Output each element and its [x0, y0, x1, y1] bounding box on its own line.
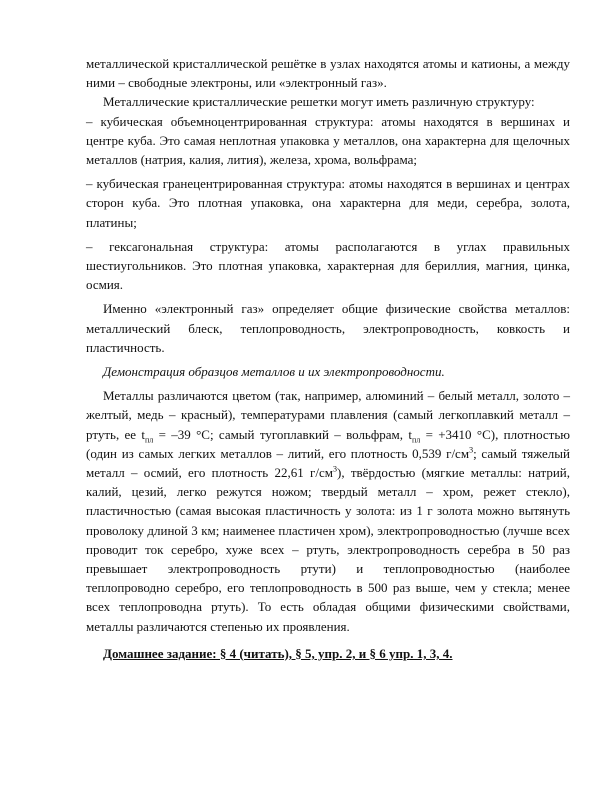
- paragraph-metal-properties: [86, 386, 570, 636]
- homework-assignment: Домашнее задание: § 4 (читать), § 5, упр. 2, и § 6 упр. 1, 3, 4.: [103, 645, 453, 661]
- paragraph-electron-gas: Именно «электронный газ» определяет общие физические свойства металлов: металлический блеск, теплопроводность, электропроводность, ковкость и пластичность.: [86, 301, 570, 355]
- paragraph-hexagonal-structure: – гексагональная структура: атомы располагаются в углах правильных шестиугольников. Это плотная упаковка, характерная для бериллия, магния, цинка, осмия.: [86, 238, 570, 293]
- paragraph-lattice-intro: металлической кристаллической решётке в узлах находятся атомы и катионы, а между ними – свободные электроны, или «электронный газ».: [86, 56, 570, 91]
- density-unit-superscript-2: 3: [332, 464, 337, 474]
- properties-text-d: ; самый тяжелый металл – осмий, его плотность 22,61 г/см: [86, 445, 570, 481]
- properties-text-e: ), твёрдостью (мягкие металлы: натрий, калий, цезий, легко режутся ножом; твердый металл – хром, режет стекло), пластичностью (самая высокая пластичность у золота: из 1 г золота можно вытянуть проволоку длиной 3 км; наименее пластичен хром), электропроводностью (лучше всех проводит ток серебро, хуже всех – ртуть, электропроводность серебра в 50 раз превышает электропроводность ртути) и теплопроводностью (наиболее теплопроводно серебро, его теплопроводность в 500 раз выше, чем у стекла; менее всех теплопроводна ртуть). То есть обладая общими физическими свойствами, металлы различаются степенью их проявления.: [86, 465, 571, 634]
- properties-text-a: Металлы различаются цветом (так, например, алюминий – белый металл, золото – желтый, медь – красный), температурами плавления (самый легкоплавкий металл – ртуть, ее t: [86, 388, 570, 442]
- properties-text-c: = +3410 °С), плотностью (один из самых легких металлов – литий, его плотность 0,539 г/см: [86, 426, 570, 461]
- melting-point-subscript-1: пл: [145, 435, 154, 445]
- density-unit-superscript-1: 3: [469, 445, 474, 455]
- document-page: [86, 54, 570, 663]
- paragraph-structures-intro: Металлические кристаллические решетки могут иметь различную структуру:: [103, 94, 535, 110]
- paragraph-bcc-structure: – кубическая объемноцентрированная структура: атомы находятся в вершинах и центре куба. Это самая неплотная упаковка у металлов, она характерна для щелочных металлов (натрия, калия, лития), железа, хрома, вольфрама;: [86, 113, 570, 168]
- paragraph-demonstration-heading: Демонстрация образцов металлов и их электропроводности.: [103, 364, 445, 380]
- paragraph-fcc-structure: – кубическая гранецентрированная структура: атомы находятся в вершинах и центрах сторон куба. Это плотная упаковка, она характерна для меди, серебра, золота, платины;: [86, 176, 570, 230]
- melting-point-subscript-2: пл: [411, 435, 421, 445]
- properties-text-b: = –39 °С; самый тугоплавкий – вольфрам, t: [153, 426, 412, 442]
